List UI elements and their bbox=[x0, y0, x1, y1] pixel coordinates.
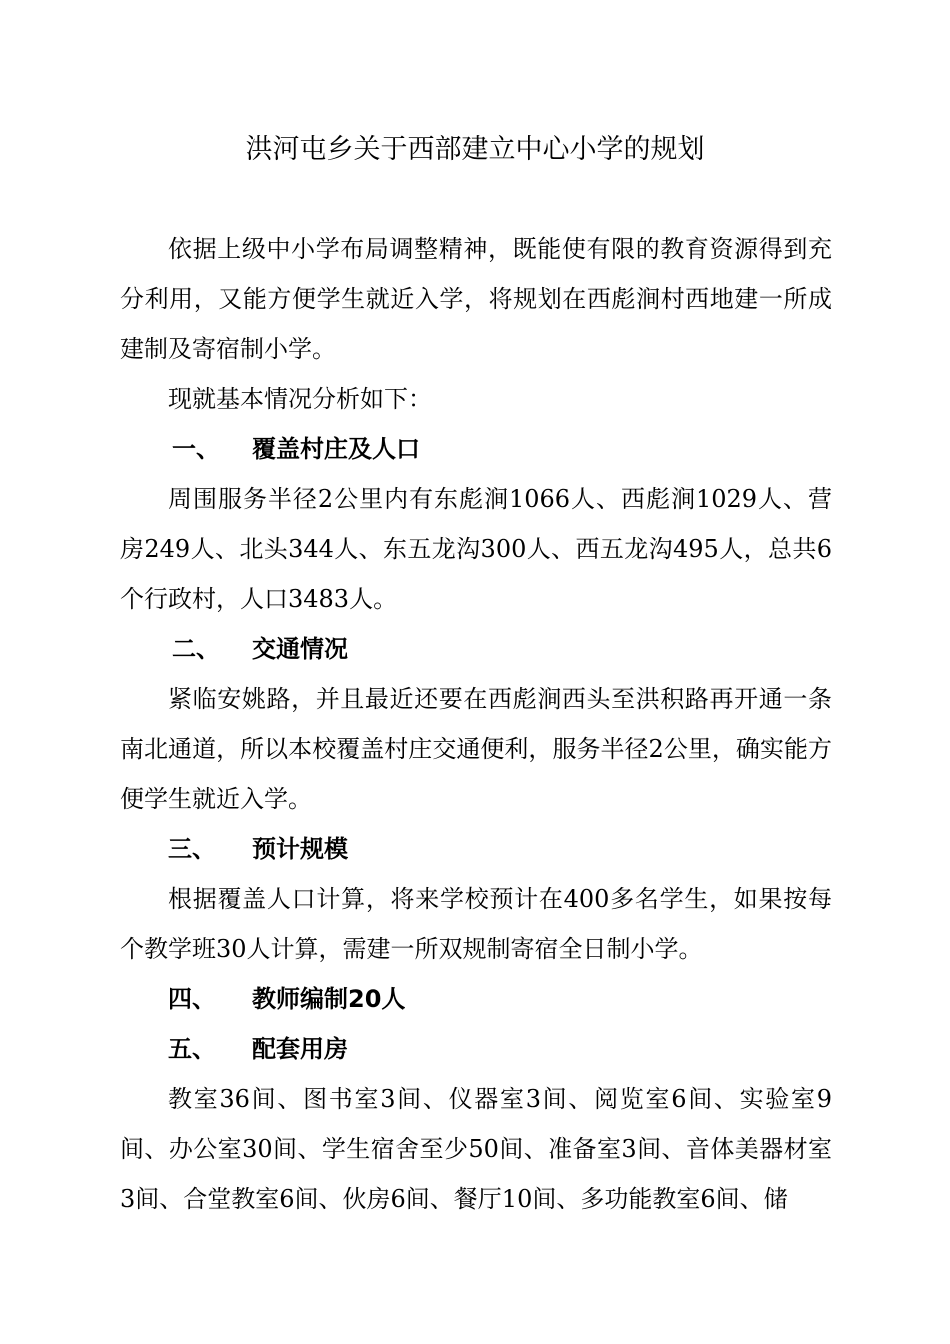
section-3-heading bbox=[168, 824, 828, 874]
section-1-number: 一、 bbox=[172, 435, 220, 463]
section-3-number: 三、 bbox=[168, 835, 216, 863]
section-4-heading bbox=[168, 974, 828, 1024]
section-2-heading bbox=[172, 624, 832, 674]
section-1-title: 覆盖村庄及人口 bbox=[252, 435, 420, 463]
section-3-title: 预计规模 bbox=[252, 835, 348, 863]
section-1-heading bbox=[172, 424, 832, 474]
section-5-text: 教室36间、图书室3间、仪器室3间、阅览室6间、实验室9间、办公室30间、学生宿舍至少50间、准备室3间、音体美器材室3间、合堂教室6间、伙房6间、餐厅10间、多功能教室6间、储 bbox=[120, 1085, 832, 1213]
section-1-text: 周围服务半径2公里内有东彪涧1066人、西彪涧1029人、营房249人、北头344人、东五龙沟300人、西五龙沟495人，总共6个行政村，人口3483人。 bbox=[120, 485, 832, 613]
section-5-heading bbox=[168, 1024, 828, 1074]
section-5-title: 配套用房 bbox=[252, 1035, 348, 1063]
section-2-title: 交通情况 bbox=[252, 635, 348, 663]
section-3-text: 根据覆盖人口计算，将来学校预计在400多名学生，如果按每个教学班30人计算，需建一所双规制寄宿全日制小学。 bbox=[120, 885, 832, 963]
intro-paragraph: 依据上级中小学布局调整精神，既能使有限的教育资源得到充分利用，又能方便学生就近入学，将规划在西彪涧村西地建一所成建制及寄宿制小学。 bbox=[120, 235, 832, 363]
section-2-number: 二、 bbox=[172, 635, 220, 663]
section-4-number: 四、 bbox=[168, 985, 216, 1013]
section-5-number: 五、 bbox=[168, 1035, 216, 1063]
analysis-lead: 现就基本情况分析如下： bbox=[168, 385, 432, 413]
section-2-text: 紧临安姚路，并且最近还要在西彪涧西头至洪积路再开通一条南北通道，所以本校覆盖村庄交通便利，服务半径2公里，确实能方便学生就近入学。 bbox=[120, 685, 832, 813]
document-title: 洪河屯乡关于西部建立中心小学的规划 bbox=[245, 134, 705, 165]
section-4-title: 教师编制20人 bbox=[252, 985, 406, 1013]
